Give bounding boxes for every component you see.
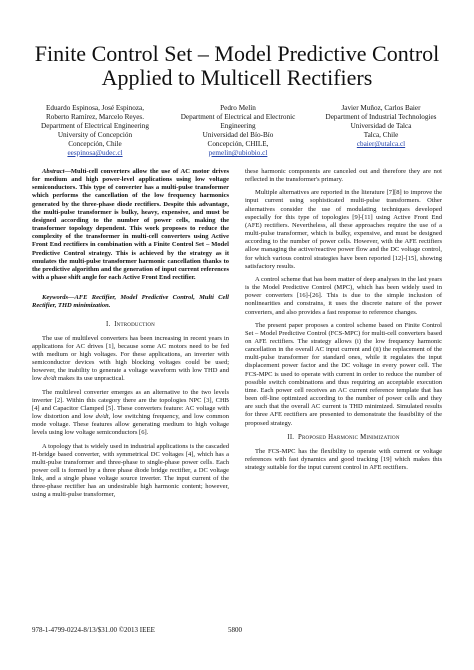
author-university: Universidad de Talca — [350, 122, 412, 130]
right-column — [245, 168, 442, 477]
section-heading-proposed — [245, 434, 442, 442]
keywords-label: Keywords — [42, 294, 68, 302]
footer-isbn: 978-1-4799-0224-8/13/$31.00 ©2013 IEEE — [32, 626, 155, 634]
title-line-1: Finite Control Set – Model Predictive Control — [34, 41, 440, 66]
title-line-2: Applied to Multicell Rectifiers — [101, 65, 373, 90]
author-block-3 — [306, 104, 456, 149]
intro-paragraph-2 — [32, 389, 229, 438]
author-email-link[interactable]: pemelin@ubiobio.cl — [208, 149, 268, 157]
intro-paragraph-1 — [32, 335, 229, 384]
author-department: Department of Electrical and Electronic — [180, 113, 296, 121]
left-column — [32, 168, 229, 505]
author-block-2 — [172, 104, 304, 158]
right-paragraph-2: Multiple alternatives are reported in the literature [7][8] to improve the input current using sophisticated multi-pulse transformers. Other alternatives consider the use of modulating techniques developed especially for this type of topologies [9]-[11] using Active Front End (AFE) rectifiers. Nevertheless, all these approaches require the use of a multi-pulse transformer, which is bulky, expensive, and must be designed according to the number of power cells. However, with the AFE rectifiers allow managing the active/reactive power flow and the DC voltage control, for which various control strategies have been reported [12]-[15], showing satisfactory results. — [245, 189, 442, 270]
paragraph-text: The use of multilevel converters has been increasing in recent years in applications for AC drives [1], because some AC motors need to be fed with medium or high voltages. For these applications, an inverter with semiconductor devices with high blocking voltages could be used; however, the inability to generate a voltage waveform with low THD and low — [32, 334, 229, 383]
section-title: Proposed Harmonic Minimization — [298, 433, 400, 441]
right-paragraph-3: A control scheme that has been matter of deep analyses in the last years is the Model Predictive Control (MPC), which has been widely used in power converters [16]-[26]. This is due to the simple inclusion of nonlinearities and constrains, it uses the discrete nature of the power converters, and also provides a fast response to reference changes. — [245, 275, 442, 316]
paper-title — [0, 42, 474, 90]
keywords-text: —AFE Rectifier, Model Predictive Control, Multi Cell Rectifier, THD minimization. — [32, 294, 229, 310]
author-department: Department of Electrical Engineering — [41, 122, 149, 130]
section-number: II. — [287, 433, 295, 441]
author-city: Concepción, Chile — [68, 140, 122, 148]
section-heading-introduction — [32, 321, 229, 329]
intro-paragraph-3: A topology that is widely used in industrial applications is the cascaded H-bridge based converter, with symmetrical DC voltages [4], which has a multi-pulse transformer and three-phase to single-phase power cells. Each power cell is formed by a three phase diode bridge rectifier, a DC voltage link, and a single phase voltage source inverter. The input current of the three-phase rectifier has an undesirable high harmonic content; however, using a multi-pulse transformer, — [32, 442, 229, 499]
author-university: Universidad del Bío-Bío — [202, 131, 274, 139]
author-department: Department of Industrial Technologies — [325, 113, 437, 121]
author-names: Pedro Melín — [220, 104, 256, 112]
abstract — [32, 168, 229, 282]
author-email-link[interactable]: cbaier@utalca.cl — [356, 140, 406, 148]
abstract-text: —Multi-cell converters allow the use of AC motor drives for medium and high power-level applications using low voltage semiconductors. This type of converter has a multi-pulse transformer which performs the cancellation of the low frequency harmonics generated by the three-phase diode rectifiers. Despite this advantage, the multi-pulse transformer is bulky, heavy, expensive, and must be designed according to the number of power cells, making the transformer topology dependent. This work proposes to reduce the complexity of the transformer in multi-cell converters using Active Front End rectifiers in combination with a Finite Control Set – Model Predictive Control strategy. This is achieved by the strategy as it emulates the multi-pulse transformer harmonic cancellation thanks to the predictive algorithm and the generation of input current references with a phase shift angle for each Active Front End rectifier. — [32, 168, 229, 282]
section-title: Introduction — [114, 320, 155, 328]
author-email-link[interactable]: eespinosa@udec.cl — [67, 149, 123, 157]
abstract-label: Abstract — [42, 168, 65, 175]
author-city: Concepción, CHILE, — [207, 140, 269, 148]
right-paragraph-4: The present paper proposes a control scheme based on Finite Control Set – Model Predictive Control (FCS-MPC) for multi-cell converters based on AFE rectifiers. The strategy allows (i) the low frequency harmonic cancellation in the overall AC input current and (ii) the replacement of the multi-pulse transformer for standard ones, while it regulates the input displacement power factor and the DC voltage in every power cell. The FCS-MPC is used to operate with current in order to reduce the number of possible switch combinations and thus requiring an acceptable execution time. Each power cell receives an AC current reference template that has been off-line optimized according to the number of power cells and they are such that the overall AC current is THD minimized. Simulated results for three AFE rectifiers are presented to demonstrate the feasibility of the proposed strategy. — [245, 321, 442, 427]
author-names: Javier Muñoz, Carlos Baier — [341, 104, 421, 112]
paragraph-text: , low switching frequency, and low common mode voltage. These features allow generating medium to high voltage levels using low voltage semiconductors [6]. — [32, 413, 229, 437]
author-names: Roberto Ramírez, Marcelo Reyes. — [46, 113, 144, 121]
section-number: I. — [106, 320, 111, 328]
author-university: University of Concepción — [57, 131, 133, 139]
italic-term: dv/dt — [43, 375, 57, 383]
footer-page-number: 5800 — [228, 626, 242, 634]
paragraph-text: The multilevel converter emerges as an alternative to the two levels inverter [2]. Within this category there are the topologies NPC [3], CHB [4] and Capacitor Clamped [5]. These converters feature: AC voltage with low distortion and low — [32, 388, 229, 421]
author-names: Eduardo Espinosa, José Espinoza, — [45, 104, 144, 112]
right-paragraph-5: The FCS-MPC has the flexibility to operate with current or voltage references with fast dynamics and good tracking [19] which makes this strategy suitable for the input current control in AFE rectifiers. — [245, 447, 442, 472]
author-city: Talca, Chile — [363, 131, 399, 139]
keywords — [32, 294, 229, 310]
author-department: Engineering — [220, 122, 256, 130]
italic-term: dv/dt — [95, 413, 109, 421]
paragraph-text: makes its use unpractical. — [56, 375, 125, 383]
author-block-1 — [20, 104, 170, 158]
right-paragraph-1: these harmonic components are canceled out and therefore they are not reflected in the transformer's primary. — [245, 168, 442, 184]
